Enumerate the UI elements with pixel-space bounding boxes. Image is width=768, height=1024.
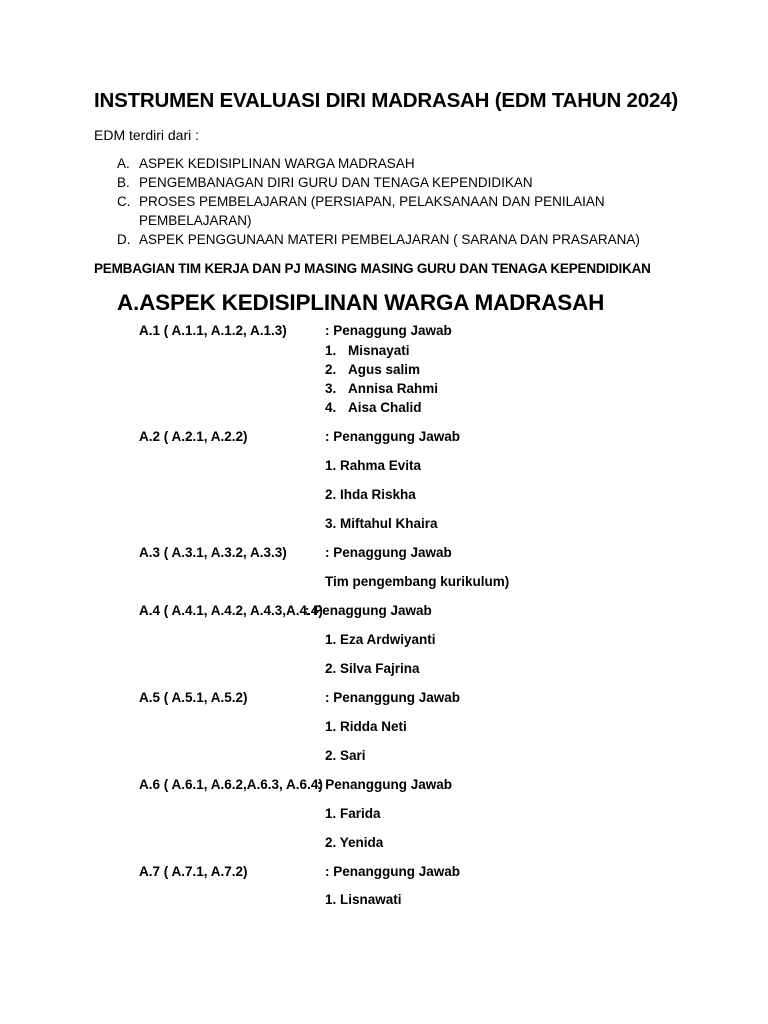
a1-member-number: 4. (325, 400, 337, 415)
a7-member: 1. Lisnawati (325, 892, 402, 907)
team-heading: PEMBAGIAN TIM KERJA DAN PJ MASING MASING GURU DAN TENAGA KEPENDIDIKAN (94, 261, 651, 276)
a4-code: A.4 ( A.4.1, A.4.2, A.4.3,A.4.4) (139, 603, 323, 618)
a6-code: A.6 ( A.6.1, A.6.2,A.6.3, A.6.4) (139, 777, 323, 792)
a3-member: Tim pengembang kurikulum) (325, 574, 510, 589)
a3-responsible: : Penaggung Jawab (325, 545, 452, 560)
a5-member: 2. Sari (325, 748, 366, 763)
a1-member-name: Agus salim (348, 362, 421, 377)
component-letter: B. (117, 175, 130, 190)
component-item-c-continued (139, 213, 252, 228)
a1-member-number: 1. (325, 343, 337, 358)
a6-member: 2. Yenida (325, 835, 384, 850)
a1-member-number: 3. (325, 381, 337, 396)
a7-responsible: : Penanggung Jawab (325, 864, 461, 879)
a3-code: A.3 ( A.3.1, A.3.2, A.3.3) (139, 545, 287, 560)
a4-member: 1. Eza Ardwiyanti (325, 632, 436, 647)
a2-member: 1. Rahma Evita (325, 458, 422, 473)
component-text: ASPEK PENGGUNAAN MATERI PEMBELAJARAN ( SARANA DAN PRASARANA) (139, 232, 640, 247)
a6-member: 1. Farida (325, 806, 381, 821)
a7-code: A.7 ( A.7.1, A.7.2) (139, 864, 248, 879)
a2-member: 3. Miftahul Khaira (325, 516, 438, 531)
a6-responsible: : Penanggung Jawab (317, 777, 453, 792)
section-a-heading: A.ASPEK KEDISIPLINAN WARGA MADRASAH (117, 290, 605, 315)
a1-member-name: Misnayati (348, 343, 410, 358)
component-text: PEMBELAJARAN) (139, 213, 252, 228)
component-letter: A. (117, 156, 130, 171)
a1-responsible: : Penaggung Jawab (325, 323, 452, 338)
a1-member-name: Annisa Rahmi (348, 381, 439, 396)
a5-code: A.5 ( A.5.1, A.5.2) (139, 690, 248, 705)
a2-code: A.2 ( A.2.1, A.2.2) (139, 429, 248, 444)
a1-member-name: Aisa Chalid (348, 400, 422, 415)
a5-member: 1. Ridda Neti (325, 719, 407, 734)
component-text: ASPEK KEDISIPLINAN WARGA MADRASAH (139, 156, 415, 171)
a4-responsible: : Penaggung Jawab (305, 603, 432, 618)
component-text: PENGEMBANAGAN DIRI GURU DAN TENAGA KEPENDIDIKAN (139, 175, 533, 190)
a1-member-number: 2. (325, 362, 337, 377)
intro-text: EDM terdiri dari : (94, 127, 200, 143)
a5-responsible: : Penanggung Jawab (325, 690, 461, 705)
a2-member: 2. Ihda Riskha (325, 487, 416, 502)
component-text: PROSES PEMBELAJARAN (PERSIAPAN, PELAKSANAAN DAN PENILAIAN (139, 194, 605, 209)
component-letter: D. (117, 232, 131, 247)
a1-code: A.1 ( A.1.1, A.1.2, A.1.3) (139, 323, 287, 338)
component-letter: C. (117, 194, 131, 209)
a2-responsible: : Penanggung Jawab (325, 429, 461, 444)
a4-member: 2. Silva Fajrina (325, 661, 420, 676)
document-title: INSTRUMEN EVALUASI DIRI MADRASAH (EDM TAHUN 2024) (94, 89, 678, 112)
